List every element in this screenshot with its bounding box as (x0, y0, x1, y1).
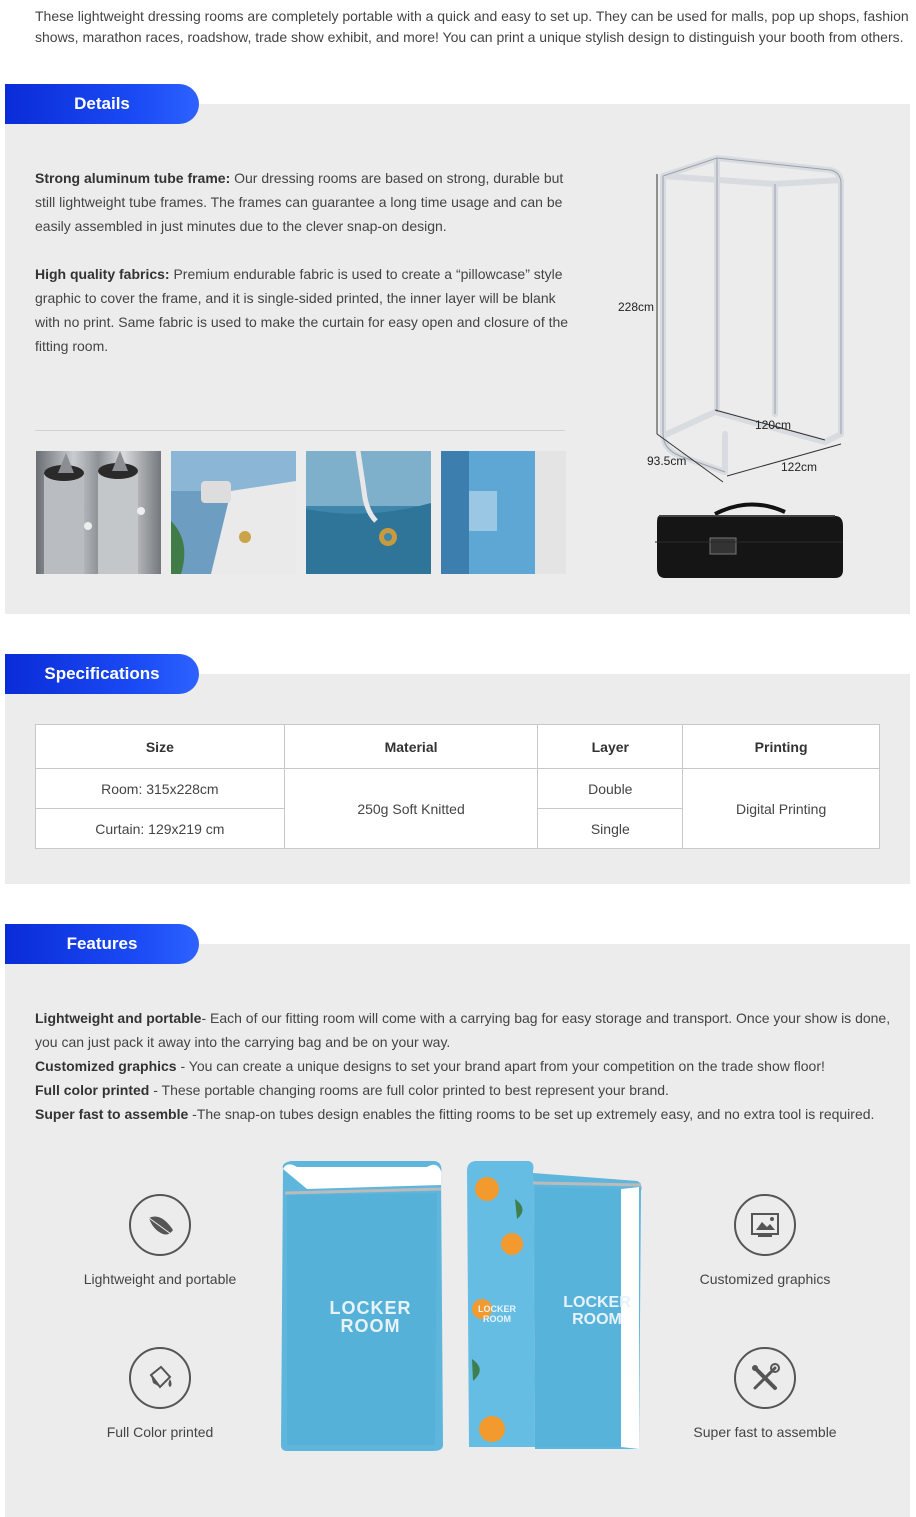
feature-line-assemble (35, 1102, 895, 1126)
feature-desc: - You can create a unique designs to set your brand apart from your competition on the trade show floor! (176, 1058, 825, 1074)
feature-desc: -The snap-on tubes design enables the fitting rooms to be set up extremely easy, and no extra tool is required. (188, 1106, 875, 1122)
dim-height: 228cm (618, 300, 655, 314)
spec-material: 250g Soft Knitted (284, 769, 538, 849)
image-graphic-icon (734, 1194, 796, 1256)
feature-assemble (665, 1347, 865, 1440)
spec-header-layer: Layer (538, 725, 683, 769)
feature-lightweight (60, 1194, 260, 1287)
paint-bucket-icon (129, 1347, 191, 1409)
features-panel (5, 944, 910, 1517)
table-row (36, 769, 880, 809)
fabrics-heading: High quality fabrics: (35, 266, 170, 282)
fabrics-description: Premium endurable fabric is used to create a “pillowcase” style graphic to cover the frame, and it is single-sided printed, the inner layer will be blank with no print. Same fabric is used to make the curtain for easy open and closure of the fitting room. (35, 266, 569, 354)
tab-details[interactable]: Details (5, 84, 199, 124)
thumb-corner-clip (171, 451, 296, 574)
tab-features[interactable]: Features (5, 924, 199, 964)
spec-header-size: Size (36, 725, 285, 769)
details-divider (35, 430, 565, 431)
feature-line-customized (35, 1054, 895, 1078)
feature-bold: Full color printed (35, 1082, 150, 1098)
booth-text-small: LOCKER ROOM (478, 1304, 516, 1324)
feature-customized (665, 1194, 865, 1287)
feather-icon (129, 1194, 191, 1256)
feature-bold: Customized graphics (35, 1058, 177, 1074)
booth-text-left: LOCKER ROOM (329, 1298, 412, 1336)
spec-header-material: Material (284, 725, 538, 769)
features-text (35, 1006, 895, 1126)
details-text (35, 166, 570, 382)
feature-line-fullcolor (35, 1078, 895, 1102)
thumb-fabric-edge (441, 451, 566, 574)
feature-lightweight-label: Lightweight and portable (83, 1271, 237, 1287)
dim-depth: 93.5cm (647, 454, 687, 468)
thumb-tube-connector (36, 451, 161, 574)
detail-thumbnails (36, 451, 566, 574)
spec-size-room: Room: 315x228cm (36, 769, 285, 809)
feature-fullcolor (60, 1347, 260, 1440)
spec-layer-single: Single (538, 809, 683, 849)
details-paragraph-frame (35, 166, 570, 238)
details-paragraph-fabrics (35, 262, 570, 358)
frame-description: Our dressing rooms are based on strong, durable but still lightweight tube frames. The frames can guarantee a long time usage and can be easily assembled in just minutes due to the clever snap-on design. (35, 170, 564, 234)
tab-specifications[interactable]: Specifications (5, 654, 199, 694)
feature-line-lightweight (35, 1006, 895, 1054)
frame-diagram (605, 144, 885, 604)
feature-fullcolor-label: Full Color printed (106, 1424, 214, 1440)
dim-width: 122cm (781, 460, 818, 474)
feature-bold: Super fast to assemble (35, 1106, 189, 1122)
spec-printing: Digital Printing (683, 769, 880, 849)
carry-bag-image (655, 496, 845, 586)
feature-desc: - These portable changing rooms are full color printed to best represent your brand. (149, 1082, 669, 1098)
feature-customized-label: Customized graphics (699, 1271, 831, 1287)
dim-depth-inner: 120cm (755, 418, 792, 432)
spec-size-curtain: Curtain: 129x219 cm (36, 809, 285, 849)
thumb-curtain-hook (306, 451, 431, 574)
frame-heading: Strong aluminum tube frame: (35, 170, 231, 186)
spec-header-printing: Printing (683, 725, 880, 769)
specs-panel (5, 674, 910, 884)
spec-header-row (36, 725, 880, 769)
feature-bold: Lightweight and portable (35, 1010, 202, 1026)
spec-layer-double: Double (538, 769, 683, 809)
feature-assemble-label: Super fast to assemble (693, 1424, 837, 1440)
feature-desc: - Each of our fitting room will come with a carrying bag for easy storage and transport. Once your show is done, you can just pack it away into the carrying bag and be on your way. (35, 1010, 891, 1050)
intro-paragraph: These lightweight dressing rooms are completely portable with a quick and easy to set up. They can be used for malls, pop up shops, fashion shows, marathon races, roadshow, trade show exhibit, and more! You can print a unique stylish design to distinguish your booth from others. (35, 8, 909, 45)
tools-icon (734, 1347, 796, 1409)
details-panel (5, 104, 910, 614)
booth-text-right: LOCKER ROOM (563, 1294, 631, 1328)
spec-table (35, 724, 880, 849)
